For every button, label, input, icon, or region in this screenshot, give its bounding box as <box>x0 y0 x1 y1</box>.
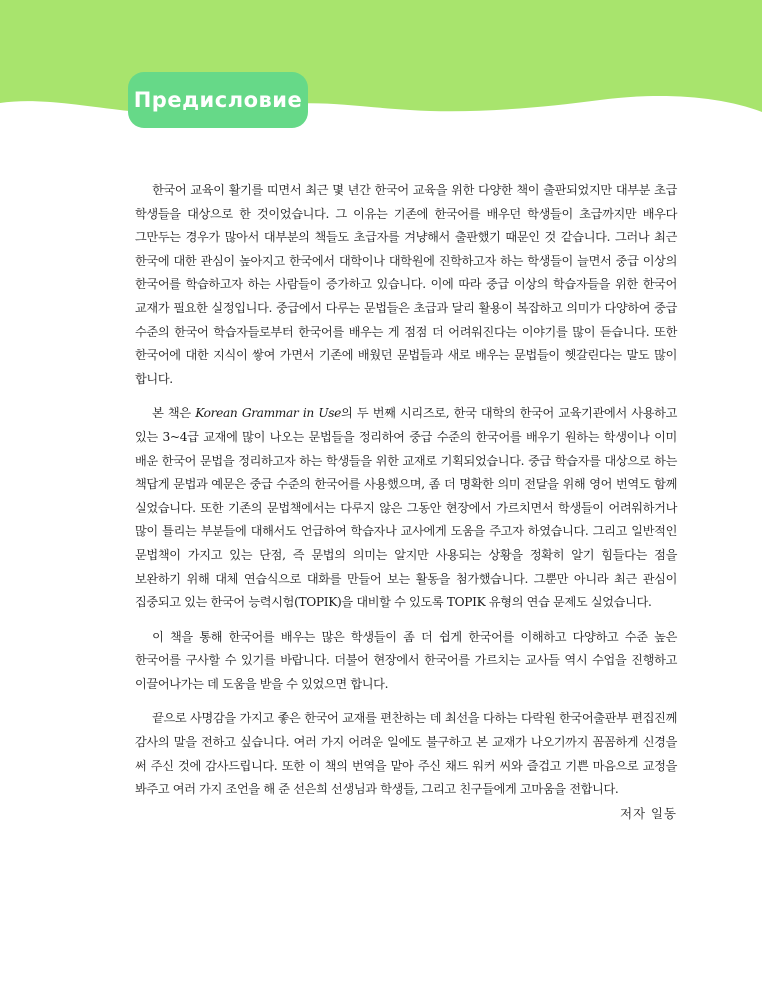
green-wave-banner <box>0 0 762 150</box>
preface-paragraph-3: 이 책을 통해 한국어를 배우는 많은 학생들이 좀 더 쉽게 한국어를 이해하고 다양하고 수준 높은 한국어를 구사할 수 있기를 바랍니다. 더불어 현장에서 한국어를 가르치는 교사들 역시 수업을 진행하고 이끌어나가는 데 도움을 받을 수 있었으면 합니다. <box>135 629 677 691</box>
author-signature: 저자 일동 <box>620 806 677 821</box>
preface-paragraph-4: 끝으로 사명감을 가지고 좋은 한국어 교재를 편찬하는 데 최선을 다하는 다락원 한국어출판부 편집진께 감사의 말을 전하고 싶습니다. 여러 가지 어려운 일에도 불구하고 본 교재가 나오기까지 꼼꼼하게 신경을 써 주신 것에 감사드립니다. 또한 이 책의 번역을 맡아 주신 채드 워커 씨와 즐겁고 기쁜 마음으로 교정을 봐주고 여러 가지 조언을 해 준 선은희 선생님과 학생들, 그리고 친구들에게 고마움을 전합니다. <box>135 711 677 797</box>
green-wave-shape <box>0 0 762 113</box>
preface-paragraph-1: 한국어 교육이 활기를 띠면서 최근 몇 년간 한국어 교육을 위한 다양한 책이 출판되었지만 대부분 초급 학생들을 대상으로 한 것이었습니다. 그 이유는 기존에 한국어를 배우던 학생들이 초급까지만 배우다 그만두는 경우가 많아서 대부분의 책들도 초급자를 겨냥해서 출판했기 때문인 것 같습니다. 그러나 최근 한국에 대한 관심이 높아지고 한국에서 대학이나 대학원에 진학하고자 하는 학생들이 늘면서 중급 이상의 한국어를 학습하고자 하는 사람들이 증가하고 있습니다. 이에 따라 중급 이상의 학습자들을 위한 한국어 교재가 필요한 실정입니다. 중급에서 다루는 문법들은 초급과 달리 활용이 복잡하고 의미가 다양하여 중급 수준의 한국어 학습자들로부터 한국어를 배우는 게 점점 더 어려워진다는 이야기를 많이 듣습니다. 또한 한국어에 대한 지식이 쌓여 가면서 기존에 배웠던 문법들과 새로 배우는 문법들이 헷갈린다는 말도 많이 합니다. <box>135 183 677 386</box>
preface-paragraph-2 <box>135 402 677 614</box>
book-title: Korean Grammar in Use <box>195 406 342 421</box>
section-title-badge <box>128 72 308 128</box>
preface-body <box>135 179 677 813</box>
page-title: Предисловие <box>133 88 303 112</box>
paragraph-2-intro: 본 책은 <box>152 406 196 421</box>
paragraph-2-body: 의 두 번째 시리즈로, 한국 대학의 한국어 교육기관에서 사용하고 있는 3~4급 교재에 많이 나오는 문법들을 정리하여 중급 수준의 한국어를 배우기 원하는 학생이나 이미 배운 한국어 문법을 정리하고자 하는 학생들을 위한 교재로 기획되었습니다. 중급 학습자를 대상으로 하는 책답게 문법과 예문은 중급 수준의 한국어를 사용했으며, 좀 더 명확한 의미 전달을 위해 영어 번역도 함께 실었습니다. 또한 기존의 문법책에서는 다루지 않은 그동안 현장에서 가르치면서 학생들이 어려워하거나 많이 틀리는 부분들에 대해서도 언급하여 학습자나 교사에게 도움을 주고자 하였습니다. 그리고 일반적인 문법책이 가지고 있는 단점, 즉 문법의 의미는 알지만 사용되는 상황을 정확히 알기 힘들다는 점을 보완하기 위해 대체 연습식으로 대화를 만들어 보는 활동을 첨가했습니다. 그뿐만 아니라 최근 관심이 집중되고 있는 한국어 능력시험(TOPIK)을 대비할 수 있도록 TOPIK 유형의 연습 문제도 실었습니다. <box>135 406 678 610</box>
